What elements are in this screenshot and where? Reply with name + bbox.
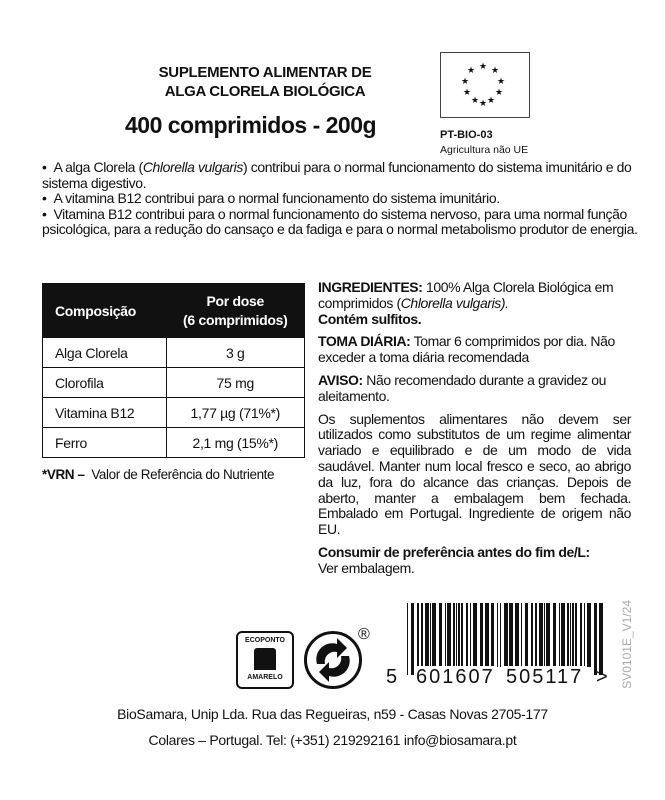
barcode-bar [580, 603, 582, 667]
barcode-bar [447, 603, 451, 667]
ecoponto-icon: ECOPONTO AMARELO [236, 631, 294, 689]
svg-text:★: ★ [461, 77, 470, 87]
svg-text:★: ★ [479, 62, 488, 72]
address-line-1: BioSamara, Unip Lda. Rua das Regueiras, n59 - Casas Novas 2705-177 [117, 706, 548, 722]
barcode-bar [504, 603, 508, 675]
table-row: Alga Clorela 3 g [43, 338, 305, 368]
barcode [405, 603, 605, 675]
barcode-bar [539, 603, 543, 667]
address-line-2: Colares – Portugal. Tel: (+351) 219292161 info@biosamara.pt [148, 732, 517, 748]
product-title [140, 63, 390, 101]
barcode-bar [544, 603, 545, 667]
barcode-bar [491, 603, 494, 667]
claim-item: • A alga Clorela (Chlorella vulgaris) contribui para o normal funcionamento do sistema imunitário e do sistema digestivo. [42, 159, 632, 191]
registered-mark: ® [358, 626, 370, 643]
organic-code: PT-BIO-03 [440, 129, 493, 141]
barcode-bar [561, 603, 565, 667]
barcode-bar [473, 603, 477, 667]
barcode-bar [485, 603, 489, 667]
barcode-bar [509, 603, 513, 667]
barcode-bar [500, 603, 501, 667]
barcode-bar [553, 603, 556, 667]
header-per-dose: Por dose (6 comprimidos) [166, 284, 304, 338]
version-code: SV0101E_V1/24 [620, 600, 634, 689]
barcode-bar [461, 603, 463, 667]
eu-leaf-stars-icon [441, 53, 529, 117]
title-line-1: SUPLEMENTO ALIMENTAR DE [158, 64, 372, 81]
barcode-bar [432, 603, 436, 667]
barcode-bar [567, 603, 569, 667]
product-info [318, 280, 631, 584]
barcode-bar [525, 603, 528, 667]
svg-text:★: ★ [467, 66, 476, 76]
barcode-bar [559, 603, 560, 667]
barcode-bar [594, 603, 597, 675]
eu-organic-logo [440, 52, 530, 118]
claim-item: • A vitamina B12 contribui para o normal funcionamento do sistema imunitário. [42, 190, 500, 206]
barcode-bar [445, 603, 446, 667]
barcode-bar [572, 603, 574, 667]
barcode-bar [497, 603, 498, 667]
barcode-bar [425, 603, 429, 667]
barcode-bar [417, 603, 419, 667]
barcode-bar [515, 603, 519, 667]
barcode-bar [466, 603, 468, 667]
title-line-2: ALGA CLORELA BIOLÓGICA [164, 83, 366, 100]
svg-text:★: ★ [487, 96, 496, 106]
svg-text:★: ★ [491, 66, 500, 76]
composition-table [42, 283, 305, 458]
barcode-bar [407, 603, 408, 675]
ingredients: INGREDIENTES: 100% Alga Clorela Biológica em comprimidos (Chlorella vulgaris). Contém sulfitos. [318, 279, 614, 327]
barcode-bar [458, 603, 460, 667]
barcode-bar [430, 603, 431, 667]
svg-text:★: ★ [471, 96, 480, 106]
barcode-bar [521, 603, 522, 667]
svg-text:★: ★ [497, 77, 506, 87]
barcode-bar [570, 603, 571, 667]
warning: AVISO: Não recomendado durante a gravidez ou aleitamento. [318, 371, 606, 404]
svg-text:★: ★ [495, 88, 504, 98]
header-composition: Composição [43, 284, 167, 338]
svg-text:★: ★ [463, 88, 472, 98]
barcode-bar [599, 603, 603, 675]
barcode-bar [546, 603, 550, 667]
barcode-number: 5 601607 505117 > [386, 666, 608, 688]
barcode-bar [587, 603, 591, 667]
barcode-bar [470, 603, 471, 667]
barcode-bar [411, 603, 414, 675]
green-dot-icon [304, 631, 362, 689]
barcode-bar [453, 603, 455, 667]
vrn-note: *VRN – Valor de Referência do Nutriente [42, 467, 275, 482]
daily-dose: TOMA DIÁRIA: Tomar 6 comprimidos por dia. Não exceder a toma diária recomendada [318, 333, 615, 366]
table-row: Clorofila 75 mg [43, 368, 305, 398]
table-row: Vitamina B12 1,77 µg (71%*) [43, 398, 305, 428]
barcode-bar [535, 603, 537, 667]
barcode-bar [531, 603, 533, 667]
barcode-bar [456, 603, 457, 667]
svg-text:★: ★ [479, 99, 488, 109]
barcode-bar [480, 603, 483, 667]
barcode-bar [439, 603, 442, 667]
best-before: Consumir de preferência antes do fim de/L: Ver embalagem. [318, 543, 590, 576]
table-row: Ferro 2,1 mg (15%*) [43, 428, 305, 458]
barcode-bar [575, 603, 577, 667]
claim-item: • Vitamina B12 contribui para o normal funcionamento do sistema nervoso, para uma normal função psicológica, para a redução do cansaço e da fadiga e para o normal metabolismo produtor de energia. [42, 205, 638, 237]
storage-info: Os suplementos alimentares não devem ser utilizados como substitutos de um regime alimentar variado e equilibrado e de um modo de vida saudável. Manter num local fresco e seco, ao abrigo da luz, fora do alcance das crianças. Depois de aberto, manter a embalagem bem fechada. Embalado em Portugal. Ingrediente de origem não EU. [318, 410, 631, 538]
claims-list [42, 160, 642, 238]
barcode-bar [421, 603, 423, 667]
quantity: 400 comprimidos - 200g [125, 112, 377, 138]
agriculture-origin: Agricultura não UE [440, 144, 529, 156]
barcode-bar [584, 603, 585, 667]
